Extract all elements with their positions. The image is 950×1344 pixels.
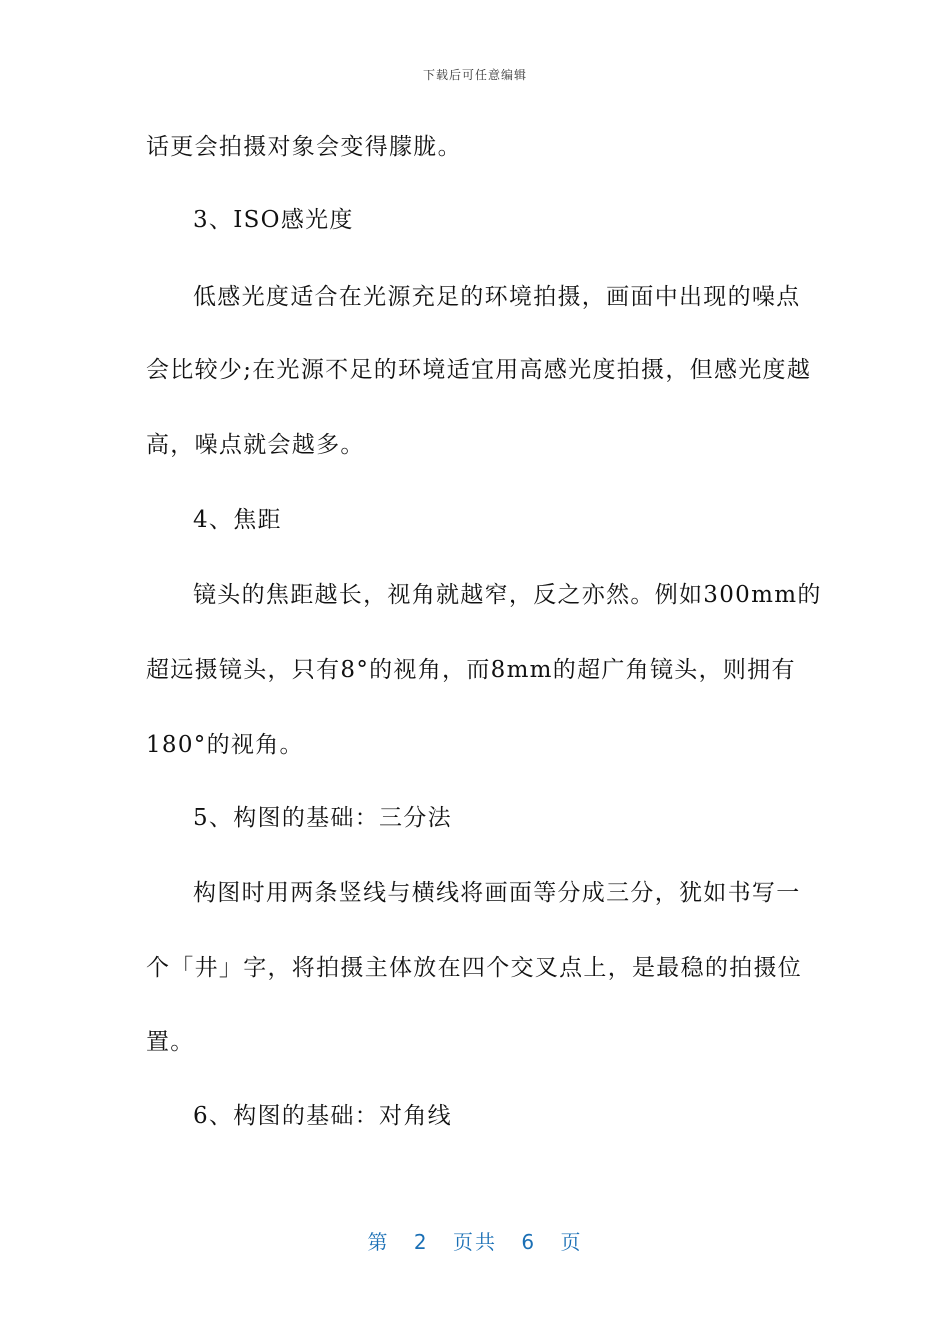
text-line: 构图时用两条竖线与横线将画面等分成三分，犹如书写一 [193, 880, 801, 906]
text-line: 镜头的焦距越长，视角就越窄，反之亦然。例如300mm的 [193, 582, 822, 608]
section-heading-rule-of-thirds: 5、构图的基础：三分法 [193, 805, 452, 831]
text-line: 180°的视角。 [146, 732, 304, 758]
text-line: 低感光度适合在光源充足的环境拍摄，画面中出现的噪点 [193, 284, 801, 310]
total-page-count: 6 [521, 1230, 537, 1254]
text-line: 高，噪点就会越多。 [146, 432, 365, 458]
text-line: 置。 [146, 1029, 195, 1055]
section-heading-focal-length: 4、焦距 [193, 507, 282, 533]
footer-prefix: 第 [367, 1230, 390, 1254]
section-heading-diagonal: 6、构图的基础：对角线 [193, 1103, 452, 1129]
text-line: 话更会拍摄对象会变得朦胧。 [146, 134, 462, 160]
current-page-number: 2 [413, 1230, 429, 1254]
text-line: 会比较少;在光源不足的环境适宜用高感光度拍摄，但感光度越 [146, 357, 812, 383]
header-note: 下载后可任意编辑 [422, 68, 527, 82]
text-line: 超远摄镜头，只有8°的视角，而8mm的超广角镜头，则拥有 [146, 657, 796, 683]
section-heading-iso: 3、ISO感光度 [193, 207, 354, 233]
page-number-footer [0, 1226, 950, 1255]
footer-middle: 页共 [453, 1230, 497, 1254]
footer-suffix: 页 [560, 1230, 583, 1254]
text-line: 个「井」字，将拍摄主体放在四个交叉点上，是最稳的拍摄位 [146, 955, 803, 981]
